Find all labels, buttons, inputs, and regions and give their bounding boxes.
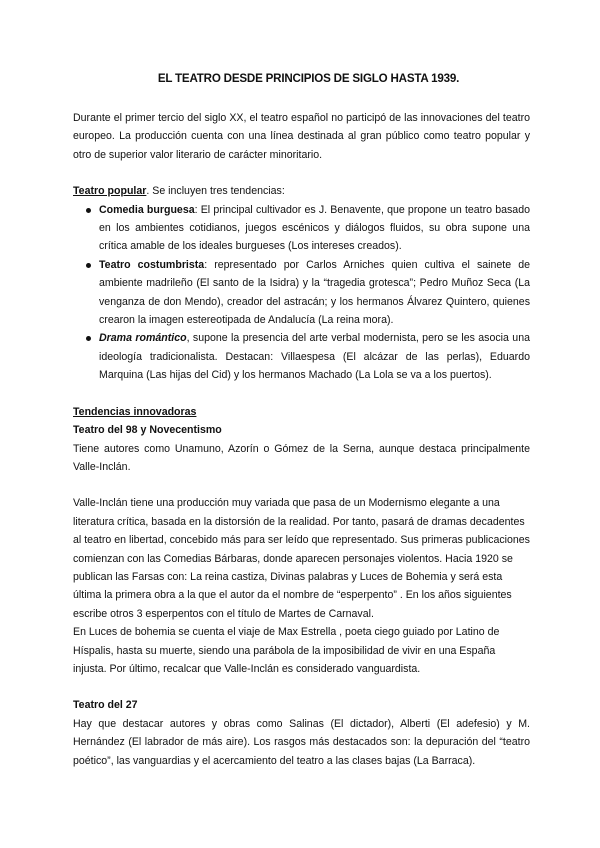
tendencies-list xyxy=(73,201,530,385)
list-item xyxy=(99,201,530,256)
popular-heading-line xyxy=(73,182,530,200)
tendency-text: : representado por Carlos Arniches quien cultiva el sainete de ambiente madrileño (El santo de la Isidra) y la “tragedia grotesca”; Pedro Muñoz Seca (La venganza de don Mendo), creador del astracán; y los hermanos Álvarez Quintero, quienes crearon la imagen estereotipada de Andalucía (La reina mora). xyxy=(99,258,530,327)
luces-bohemia-paragraph: En Luces de bohemia se cuenta el viaje de Max Estrella , poeta ciego guiado por Latino de Híspalis, hasta su muerte, siendo una parábola de la imposibilidad de vivir en una España injusta. Por último, recalcar que Valle-Inclán es considerado vanguardista. xyxy=(73,626,500,675)
teatro-98-subheading: Teatro del 98 y Novecentismo xyxy=(73,424,222,437)
page-title: EL TEATRO DESDE PRINCIPIOS DE SIGLO HASTA 1939. xyxy=(157,72,460,85)
intro-paragraph: Durante el primer tercio del siglo XX, el teatro español no participó de las innovaciones del teatro europeo. La producción cuenta con una línea destinada al gran público como teatro popular y otro de superior valor literario de carácter minoritario. xyxy=(73,112,530,161)
list-item xyxy=(99,329,530,384)
tendency-label: Drama romántico xyxy=(99,332,187,345)
valle-inclan-paragraph: Valle-Inclán tiene una producción muy variada que pasa de un Modernismo elegante a una literatura crítica, basada en la distorsión de la realidad. Por tanto, pasará de dramas decadentes al teatro en libertad, concebido más para ser leído que representado. Sus primeras publicaciones comienzan con las Comedias Bárbaras, donde aparecen personajes violentos. Hacia 1920 se publican las Farsas con: La reina castiza, Divinas palabras y Luces de Bohemia y será esta última la primera obra a la que el autor da el nombre de “esperpento” . En los años siguientes escribe otros 3 esperpentos con el título de Martes de Carnaval. xyxy=(73,497,530,620)
teatro-27-paragraph: Hay que destacar autores y obras como Salinas (El dictador), Alberti (El adefesio) y M. Hernández (El labrador de más aire). Los rasgos más destacados son: la depuración del “teatro poético”, las vanguardias y el acercamiento del teatro a las clases bajas (La Barraca). xyxy=(73,717,530,767)
teatro-98-paragraph: Tiene autores como Unamuno, Azorín o Gómez de la Serna, aunque destaca principalmente Valle-Inclán. xyxy=(73,442,530,473)
tendency-text: : El principal cultivador es J. Benavente, que propone un teatro basado en los ambientes cotidianos, juegos escénicos y diálogos fluidos, su obra supone una crítica amable de los ideales burgueses (Los intereses creados). xyxy=(99,203,530,253)
list-item xyxy=(99,256,530,330)
popular-heading-rest: . Se incluyen tres tendencias: xyxy=(146,185,285,198)
tendency-label: Teatro costumbrista xyxy=(99,258,205,271)
tendency-label: Comedia burguesa xyxy=(99,203,195,216)
popular-heading: Teatro popular xyxy=(73,185,147,198)
innovadoras-heading: Tendencias innovadoras xyxy=(73,405,197,418)
teatro-27-subheading: Teatro del 27 xyxy=(73,699,138,712)
tendency-text: , supone la presencia del arte verbal modernista, pero se les asocia una ideología tradicionalista. Destacan: Villaespesa (El alcázar de las perlas), Eduardo Marquina (Las hijas del Cid) y los hermanos Machado (La Lola se va a los puertos). xyxy=(99,332,530,382)
